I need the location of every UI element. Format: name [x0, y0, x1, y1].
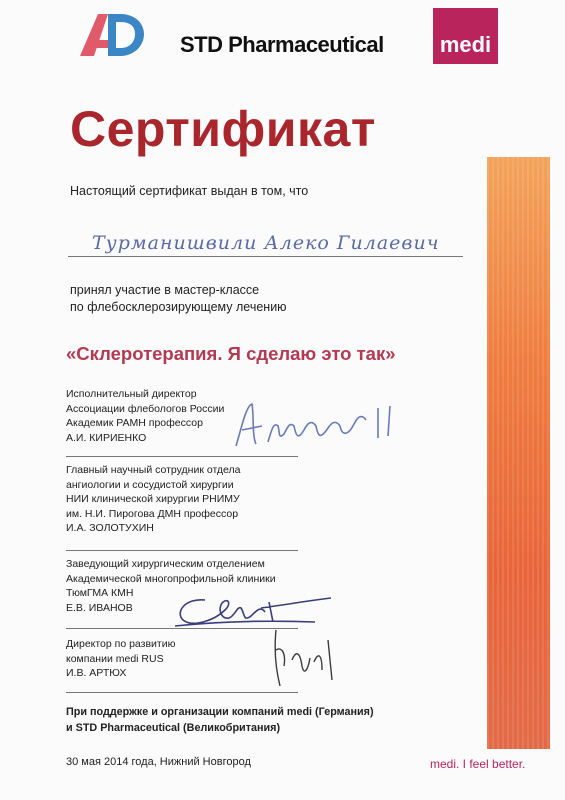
signatory-2-line: ангиологии и сосудистой хирургии [66, 478, 234, 491]
medi-slogan: medi. I feel better. [430, 757, 526, 771]
signatory-1-line: Академик РАМН профессор [66, 417, 203, 429]
date-place: 30 мая 2014 года, Нижний Новгород [66, 756, 251, 768]
decorative-stripe [487, 157, 550, 749]
signatory-3-line: ТюмГМА КМН [66, 587, 134, 599]
certificate-title: Сертификат [70, 101, 376, 157]
recipient-underline [68, 256, 463, 257]
signatory-block-1 [66, 387, 224, 445]
medi-logo [433, 8, 498, 64]
signatory-1-line: Ассоциации флебологов России [66, 402, 225, 415]
std-pharmaceutical-logo [180, 32, 384, 58]
signatory-3-line: Заведующий хирургическим отделением [66, 558, 265, 570]
participation-line-1: принял участие в мастер-классе [70, 283, 260, 297]
signature-line-2 [66, 550, 298, 551]
signatory-2-name: И.А. ЗОЛОТУХИН [66, 522, 154, 534]
ad-logo [78, 10, 148, 58]
signatory-1-line: Исполнительный директор [66, 388, 197, 400]
support-line-1: При поддержке и организации компаний medi (Германия) [66, 706, 374, 718]
recipient-name: Турманишвили Алеко Гилаевич [92, 232, 440, 254]
signature-4 [262, 610, 342, 690]
signatory-3-name: Е.В. ИВАНОВ [66, 601, 133, 614]
signatory-block-2 [66, 463, 241, 536]
intro-text: Настоящий сертификат выдан в том, что [70, 184, 309, 198]
signature-line-4 [66, 692, 298, 693]
signatory-1-name: А.И. КИРИЕНКО [66, 431, 147, 444]
signature-1 [228, 396, 408, 456]
medi-logo-text: medi [439, 32, 492, 57]
support-line-2: и STD Pharmaceutical (Великобритания) [66, 722, 281, 734]
signature-line-1 [66, 456, 298, 457]
signatory-3-line: Академической многопрофильной клиники [66, 572, 276, 585]
signatory-4-line: Директор по развитию [66, 638, 176, 650]
std-logo-text: STD Pharmaceutical [180, 32, 384, 57]
participation-line-2: по флебосклерозирующему лечению [70, 300, 287, 314]
signatory-2-line: им. Н.И. Пирогова ДМН профессор [66, 507, 239, 520]
signatory-2-line: НИИ клинической хирургии РНИМУ [66, 493, 240, 505]
signatory-block-4 [66, 637, 175, 681]
signatory-4-line: компании medi RUS [66, 652, 164, 665]
signatory-4-name: И.В. АРТЮХ [66, 667, 127, 679]
course-title: «Склеротерапия. Я сделаю это так» [66, 343, 396, 364]
signatory-2-line: Главный научный сотрудник отдела [66, 464, 241, 476]
